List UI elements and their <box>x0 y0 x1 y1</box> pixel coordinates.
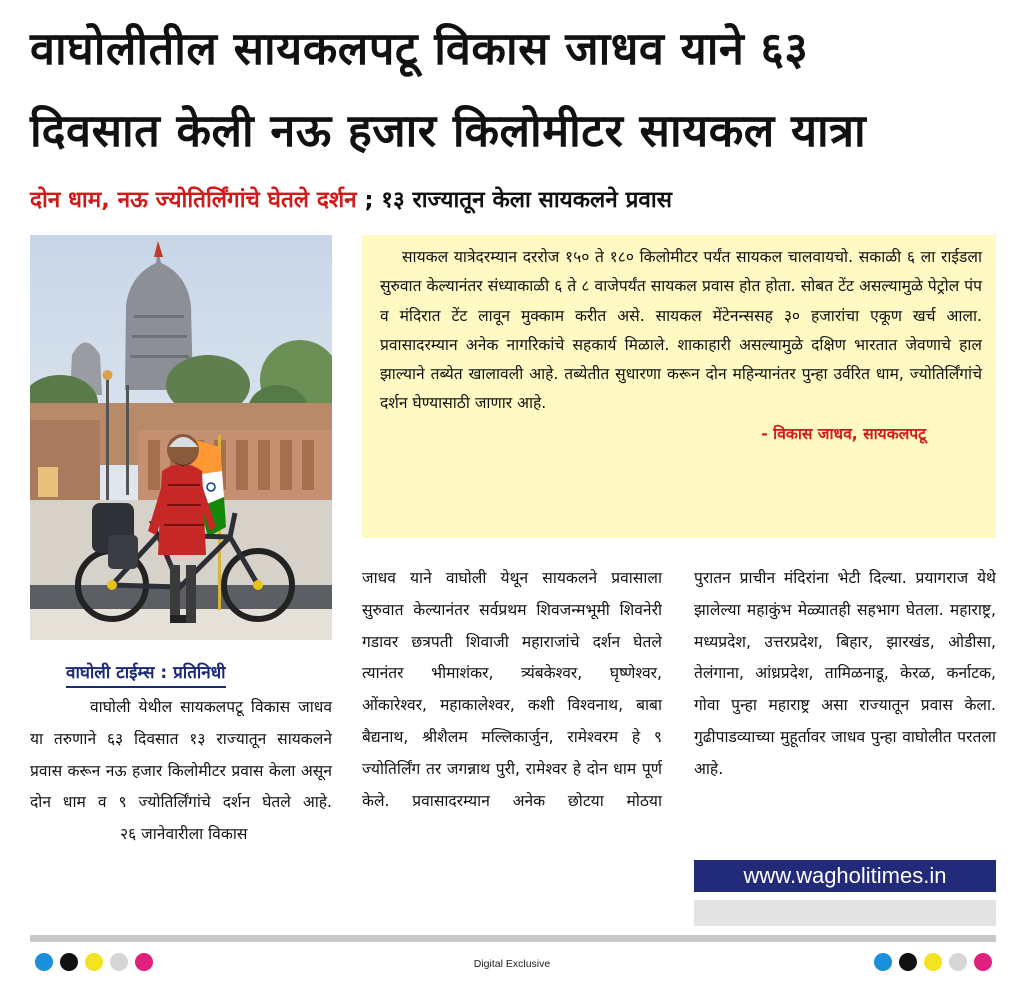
subheadline-part-1: दोन धाम, नऊ ज्योतिर्लिंगांचे घेतले दर्शन <box>30 187 357 213</box>
grey-bar <box>694 900 996 926</box>
bottom-rule <box>30 935 996 942</box>
quote-text: सायकल यात्रेदरम्यान दररोज १५० ते १८० किलोमीटर पर्यंत सायकल चालवायचो. सकाळी ६ ला राईडला सुरुवात केल्यानंतर संध्याकाळी ६ ते ८ वाजेपर्यंत सायकल प्रवास होत होता. सोबत टेंट असल्यामुळे पेट्रोल पंप व मंदिरात टेंट लावून मुक्काम करीत असे. सायकल मेंटेनन्ससह ३० हजारांचा एकूण खर्च आला. प्रवासादरम्यान अनेक नागरिकांचे सहकार्य मिळाले. शाकाहारी असल्यामुळे दक्षिण भारतात जेवणाचे हाल झाल्याने तब्येत खालावली आहे. तब्येतीत सुधारणा करून दोन महिन्यानंतर पुन्हा उर्वरित धाम, ज्योतिर्लिंगांचे दर्शन घेण्यासाठी जाणार आहे. <box>380 248 982 413</box>
subheadline-separator: ; <box>356 187 382 213</box>
headline-line-2: दिवसात केली नऊ हजार किलोमीटर सायकल यात्रा <box>30 104 867 157</box>
article-column-3 <box>694 563 996 786</box>
column1-paragraph-1: वाघोली येथील सायकलपटू विकास जाधव या तरुणाने ६३ दिवसात १३ राज्यातून सायकलने प्रवास करून नऊ हजार किलोमीटर प्रवास केला असून दोन धाम व ९ ज्योतिर्लिंगांचे दर्शन घेतले आहे. <box>30 698 332 812</box>
website-link[interactable]: www.wagholitimes.in <box>694 860 996 892</box>
article-column-2 <box>362 563 662 817</box>
headline-line-1: वाघोलीतील सायकलपटू विकास जाधव याने ६३ <box>30 22 809 75</box>
column3-text: पुरातन प्राचीन मंदिरांना भेटी दिल्या. प्रयागराज येथे झालेल्या महाकुंभ मेळ्यातही सहभाग घेतला. महाराष्ट्र, मध्यप्रदेश, उत्तरप्रदेश, बिहार, झारखंड, ओडीसा, तेलंगाना, आंध्रप्रदेश, तामिळनाडू, केरळ, कर्नाटक, गोवा पुन्हा महाराष्ट्र असा राज्यातून प्रवास केला. गुढीपाडव्याच्या मुहूर्तावर जाधव पुन्हा वाघोलीत परतला आहे. <box>694 569 996 778</box>
byline: वाघोली टाईम्स : प्रतिनिधी <box>66 660 226 688</box>
subheadline <box>30 182 1000 218</box>
column2-text: जाधव याने वाघोली येथून सायकलने प्रवासाला सुरुवात केल्यानंतर सर्वप्रथम शिवजन्मभूमी शिवनेरी गडावर छत्रपती शिवाजी महाराजांचे दर्शन घेतले त्यानंतर भीमाशंकर, त्र्यंबकेश्वर, घृष्णेश्वर, ओंकारेश्वर, महाकालेश्वर, कशी विश्वनाथ, बाबा बैद्यनाथ, श्रीशैलम मल्लिकार्जुन, रामेश्वरम हे ९ ज्योतिर्लिंग तर जगन्नाथ पुरी, रामेश्वर हे दोन धाम पूर्ण केले. प्रवासादरम्यान अनेक छोटया मोठया <box>362 569 662 810</box>
subheadline-part-2: १३ राज्यातून केला सायकलने प्रवास <box>381 187 672 213</box>
cyclist-with-bicycle-and-flag-photo-icon <box>30 235 332 640</box>
footer-label: Digital Exclusive <box>473 958 551 970</box>
column1-paragraph-2: २६ जानेवारीला विकास <box>120 825 248 844</box>
quote-signature: - विकास जाधव, सायकलपटू <box>761 424 926 443</box>
article-column-1 <box>30 692 332 851</box>
quote-box <box>362 235 996 538</box>
cyclist-photo <box>30 235 332 640</box>
